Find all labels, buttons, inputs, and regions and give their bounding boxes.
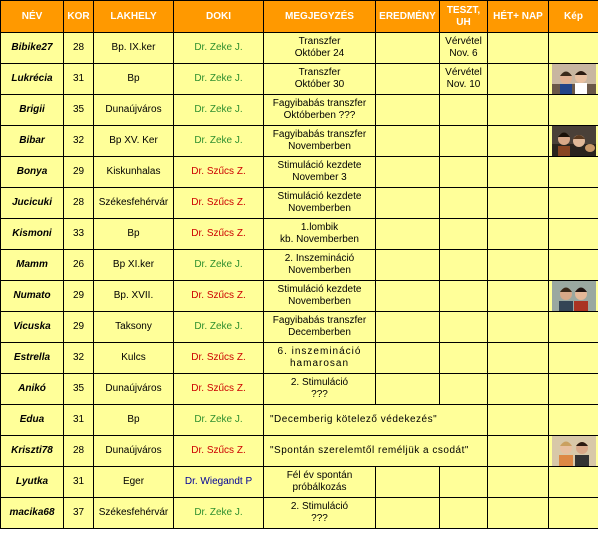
cell-lakhely: Dunaújváros xyxy=(94,374,174,405)
cell-nev: Vicuska xyxy=(1,312,64,343)
cell-nev: Jucicuki xyxy=(1,188,64,219)
member-photo[interactable] xyxy=(552,64,596,94)
table-row xyxy=(1,64,598,95)
megj-line-1: Stimuláció kezdete xyxy=(277,191,362,202)
megj-line-2: próbálkozás xyxy=(292,482,347,493)
megj-line-1: 2. Stimuláció xyxy=(290,377,349,388)
cell-kep xyxy=(549,157,598,188)
cell-doki: Dr. Zeke J. xyxy=(174,312,264,343)
cell-megjegyzes xyxy=(264,250,376,281)
megj-line-2: Október 24 xyxy=(294,48,345,59)
cell-doki: Dr. Szűcs Z. xyxy=(174,157,264,188)
megj-line-1: Fagyibabás transzfer xyxy=(272,129,367,140)
header-row xyxy=(1,1,598,33)
cell-kep xyxy=(549,95,598,126)
cell-kep xyxy=(549,343,598,374)
table-row xyxy=(1,498,598,529)
cell-nev: Numato xyxy=(1,281,64,312)
cell-het-nap xyxy=(488,33,549,64)
cell-doki: Dr. Zeke J. xyxy=(174,64,264,95)
cell-eredmeny xyxy=(376,498,440,529)
cell-kep xyxy=(549,33,598,64)
cell-eredmeny xyxy=(376,374,440,405)
cell-teszt xyxy=(440,467,488,498)
cell-kep[interactable] xyxy=(549,436,598,467)
cell-eredmeny xyxy=(376,250,440,281)
cell-doki: Dr. Szűcs Z. xyxy=(174,374,264,405)
table-row xyxy=(1,467,598,498)
cell-eredmeny xyxy=(376,343,440,374)
cell-teszt xyxy=(440,219,488,250)
cell-eredmeny xyxy=(376,188,440,219)
table-row xyxy=(1,436,598,467)
cell-doki: Dr. Szűcs Z. xyxy=(174,281,264,312)
cell-het-nap xyxy=(488,343,549,374)
cell-kep xyxy=(549,219,598,250)
cell-eredmeny xyxy=(376,95,440,126)
megj-line-1: 2. Stimuláció xyxy=(290,501,349,512)
cell-megjegyzes xyxy=(264,95,376,126)
table-row xyxy=(1,188,598,219)
cell-het-nap xyxy=(488,281,549,312)
cell-kor: 31 xyxy=(64,467,94,498)
table-row xyxy=(1,95,598,126)
cell-teszt xyxy=(440,312,488,343)
cell-kor: 35 xyxy=(64,374,94,405)
cell-lakhely: Bp xyxy=(94,219,174,250)
megj-line-2: hamarosan xyxy=(289,358,350,369)
cell-lakhely: Székesfehérvár xyxy=(94,188,174,219)
megj-line-2: Novemberben xyxy=(288,203,351,214)
teszt-line-1: Vérvétel xyxy=(445,67,482,78)
megj-line-2: Decemberben xyxy=(288,327,351,338)
teszt-line-1: Vérvétel xyxy=(445,36,482,47)
header-het-nap: HÉT+ NAP xyxy=(488,1,549,33)
cell-eredmeny xyxy=(376,33,440,64)
cell-megjegyzes-wide: "Decemberig kötelező védekezés" xyxy=(264,405,488,436)
cell-nev: macika68 xyxy=(1,498,64,529)
table-row xyxy=(1,33,598,64)
cell-teszt xyxy=(440,281,488,312)
cell-nev: Kismoni xyxy=(1,219,64,250)
cell-kep[interactable] xyxy=(549,126,598,157)
cell-doki: Dr. Szűcs Z. xyxy=(174,343,264,374)
table-row xyxy=(1,343,598,374)
cell-megjegyzes xyxy=(264,498,376,529)
cell-nev: Mamm xyxy=(1,250,64,281)
cell-het-nap xyxy=(488,405,549,436)
megj-line-2: November 3 xyxy=(292,172,347,183)
cell-megjegyzes-wide: "Spontán szerelemtől reméljük a csodát" xyxy=(264,436,488,467)
member-photo[interactable] xyxy=(552,436,596,466)
cell-lakhely: Dunaújváros xyxy=(94,95,174,126)
cell-doki: Dr. Zeke J. xyxy=(174,250,264,281)
cell-megjegyzes xyxy=(264,157,376,188)
megj-line-1: Fagyibabás transzfer xyxy=(272,315,367,326)
header-lakhely: LAKHELY xyxy=(94,1,174,33)
cell-doki: Dr. Szűcs Z. xyxy=(174,436,264,467)
cell-megjegyzes xyxy=(264,374,376,405)
cell-eredmeny xyxy=(376,281,440,312)
cell-het-nap xyxy=(488,436,549,467)
cell-teszt xyxy=(440,374,488,405)
megj-line-2: Október 30 xyxy=(294,79,345,90)
megj-line-2: ??? xyxy=(311,389,328,400)
cell-teszt xyxy=(440,33,488,64)
cell-lakhely: Bp xyxy=(94,64,174,95)
cell-lakhely: Bp xyxy=(94,405,174,436)
header-teszt: TESZT, UH xyxy=(440,1,488,33)
cell-nev: Brigii xyxy=(1,95,64,126)
cell-het-nap xyxy=(488,467,549,498)
cell-megjegyzes xyxy=(264,64,376,95)
cell-eredmeny xyxy=(376,126,440,157)
cell-kor: 28 xyxy=(64,33,94,64)
megj-line-1: Transzfer xyxy=(298,36,341,47)
cell-teszt xyxy=(440,343,488,374)
table-row xyxy=(1,374,598,405)
cell-lakhely: Bp XI.ker xyxy=(94,250,174,281)
megj-line-2: Novemberben xyxy=(288,141,351,152)
cell-lakhely: Eger xyxy=(94,467,174,498)
cell-nev: Bonya xyxy=(1,157,64,188)
header-megjegyzes: MEGJEGYZÉS xyxy=(264,1,376,33)
cell-kep xyxy=(549,250,598,281)
table-row xyxy=(1,281,598,312)
megj-line-2: ??? xyxy=(311,513,328,524)
cell-kor: 29 xyxy=(64,312,94,343)
cell-teszt xyxy=(440,188,488,219)
megj-line-1: Transzfer xyxy=(298,67,341,78)
cell-doki: Dr. Zeke J. xyxy=(174,33,264,64)
cell-lakhely: Kiskunhalas xyxy=(94,157,174,188)
table-row xyxy=(1,312,598,343)
cell-kep xyxy=(549,374,598,405)
cell-nev: Bibar xyxy=(1,126,64,157)
cell-teszt xyxy=(440,498,488,529)
cell-kor: 33 xyxy=(64,219,94,250)
cell-kor: 37 xyxy=(64,498,94,529)
cell-megjegyzes xyxy=(264,219,376,250)
cell-lakhely: Kulcs xyxy=(94,343,174,374)
cell-teszt xyxy=(440,95,488,126)
member-photo[interactable] xyxy=(552,126,596,156)
cell-kep xyxy=(549,188,598,219)
cell-kor: 26 xyxy=(64,250,94,281)
cell-teszt xyxy=(440,64,488,95)
cell-megjegyzes xyxy=(264,281,376,312)
cell-kep xyxy=(549,498,598,529)
cell-eredmeny xyxy=(376,64,440,95)
cell-het-nap xyxy=(488,64,549,95)
table-row xyxy=(1,405,598,436)
megj-line-2: kb. Novemberben xyxy=(280,234,359,245)
cell-lakhely: Taksony xyxy=(94,312,174,343)
cell-nev: Anikó xyxy=(1,374,64,405)
cell-megjegyzes xyxy=(264,467,376,498)
header-kor: KOR xyxy=(64,1,94,33)
megj-line-1: Fél év spontán xyxy=(286,470,353,481)
cell-doki: Dr. Szűcs Z. xyxy=(174,219,264,250)
cell-het-nap xyxy=(488,126,549,157)
cell-lakhely: Bp XV. Ker xyxy=(94,126,174,157)
cell-doki: Dr. Zeke J. xyxy=(174,405,264,436)
cell-nev: Lukrécia xyxy=(1,64,64,95)
cell-het-nap xyxy=(488,374,549,405)
cell-teszt xyxy=(440,250,488,281)
cell-kep[interactable] xyxy=(549,64,598,95)
cell-lakhely: Bp. IX.ker xyxy=(94,33,174,64)
cell-eredmeny xyxy=(376,219,440,250)
teszt-line-2: Nov. 6 xyxy=(449,48,478,59)
cell-het-nap xyxy=(488,250,549,281)
cell-doki: Dr. Zeke J. xyxy=(174,95,264,126)
cell-kor: 31 xyxy=(64,64,94,95)
megj-line-2: Novemberben xyxy=(288,296,351,307)
cell-nev: Lyutka xyxy=(1,467,64,498)
cell-lakhely: Székesfehérvár xyxy=(94,498,174,529)
cell-nev: Bibike27 xyxy=(1,33,64,64)
cell-doki: Dr. Zeke J. xyxy=(174,126,264,157)
header-doki: DOKI xyxy=(174,1,264,33)
cell-doki: Dr. Wiegandt P xyxy=(174,467,264,498)
header-eredmeny: EREDMÉNY xyxy=(376,1,440,33)
cell-eredmeny xyxy=(376,467,440,498)
cell-kor: 29 xyxy=(64,157,94,188)
cell-megjegyzes xyxy=(264,33,376,64)
cell-kor: 35 xyxy=(64,95,94,126)
header-kep: Kép xyxy=(549,1,598,33)
cell-kep xyxy=(549,467,598,498)
cell-kor: 32 xyxy=(64,343,94,374)
megj-line-1: Stimuláció kezdete xyxy=(277,284,362,295)
teszt-line-2: Nov. 10 xyxy=(446,79,481,90)
megj-line-2: Októberben ??? xyxy=(283,110,356,121)
megj-line-1: Fagyibabás transzfer xyxy=(272,98,367,109)
cell-eredmeny xyxy=(376,312,440,343)
megj-line-1: Stimuláció kezdete xyxy=(277,160,362,171)
cell-het-nap xyxy=(488,498,549,529)
cell-kor: 31 xyxy=(64,405,94,436)
cell-het-nap xyxy=(488,157,549,188)
cell-kor: 32 xyxy=(64,126,94,157)
cell-lakhely: Dunaújváros xyxy=(94,436,174,467)
cell-kep[interactable] xyxy=(549,281,598,312)
header-nev: NÉV xyxy=(1,1,64,33)
cell-doki: Dr. Zeke J. xyxy=(174,498,264,529)
cell-megjegyzes xyxy=(264,312,376,343)
cell-teszt xyxy=(440,126,488,157)
cell-megjegyzes xyxy=(264,343,376,374)
cell-teszt xyxy=(440,157,488,188)
megj-line-2: Novemberben xyxy=(288,265,351,276)
cell-het-nap xyxy=(488,95,549,126)
table-row xyxy=(1,219,598,250)
cell-het-nap xyxy=(488,312,549,343)
cell-het-nap xyxy=(488,219,549,250)
cell-nev: Kriszti78 xyxy=(1,436,64,467)
table-row xyxy=(1,157,598,188)
cell-kor: 28 xyxy=(64,436,94,467)
table-row xyxy=(1,126,598,157)
cell-nev: Edua xyxy=(1,405,64,436)
cell-eredmeny xyxy=(376,157,440,188)
cell-megjegyzes xyxy=(264,188,376,219)
cell-kep xyxy=(549,312,598,343)
cell-doki: Dr. Szűcs Z. xyxy=(174,188,264,219)
megj-line-1: 6. inszemináció xyxy=(277,346,362,357)
cell-kor: 29 xyxy=(64,281,94,312)
cell-megjegyzes xyxy=(264,126,376,157)
megj-line-1: 1.lombik xyxy=(300,222,339,233)
table-row xyxy=(1,250,598,281)
cell-nev: Estrella xyxy=(1,343,64,374)
cell-kep xyxy=(549,405,598,436)
cell-kor: 28 xyxy=(64,188,94,219)
cell-lakhely: Bp. XVII. xyxy=(94,281,174,312)
member-photo[interactable] xyxy=(552,281,596,311)
megj-line-1: 2. Inszemináció xyxy=(284,253,355,264)
cell-het-nap xyxy=(488,188,549,219)
